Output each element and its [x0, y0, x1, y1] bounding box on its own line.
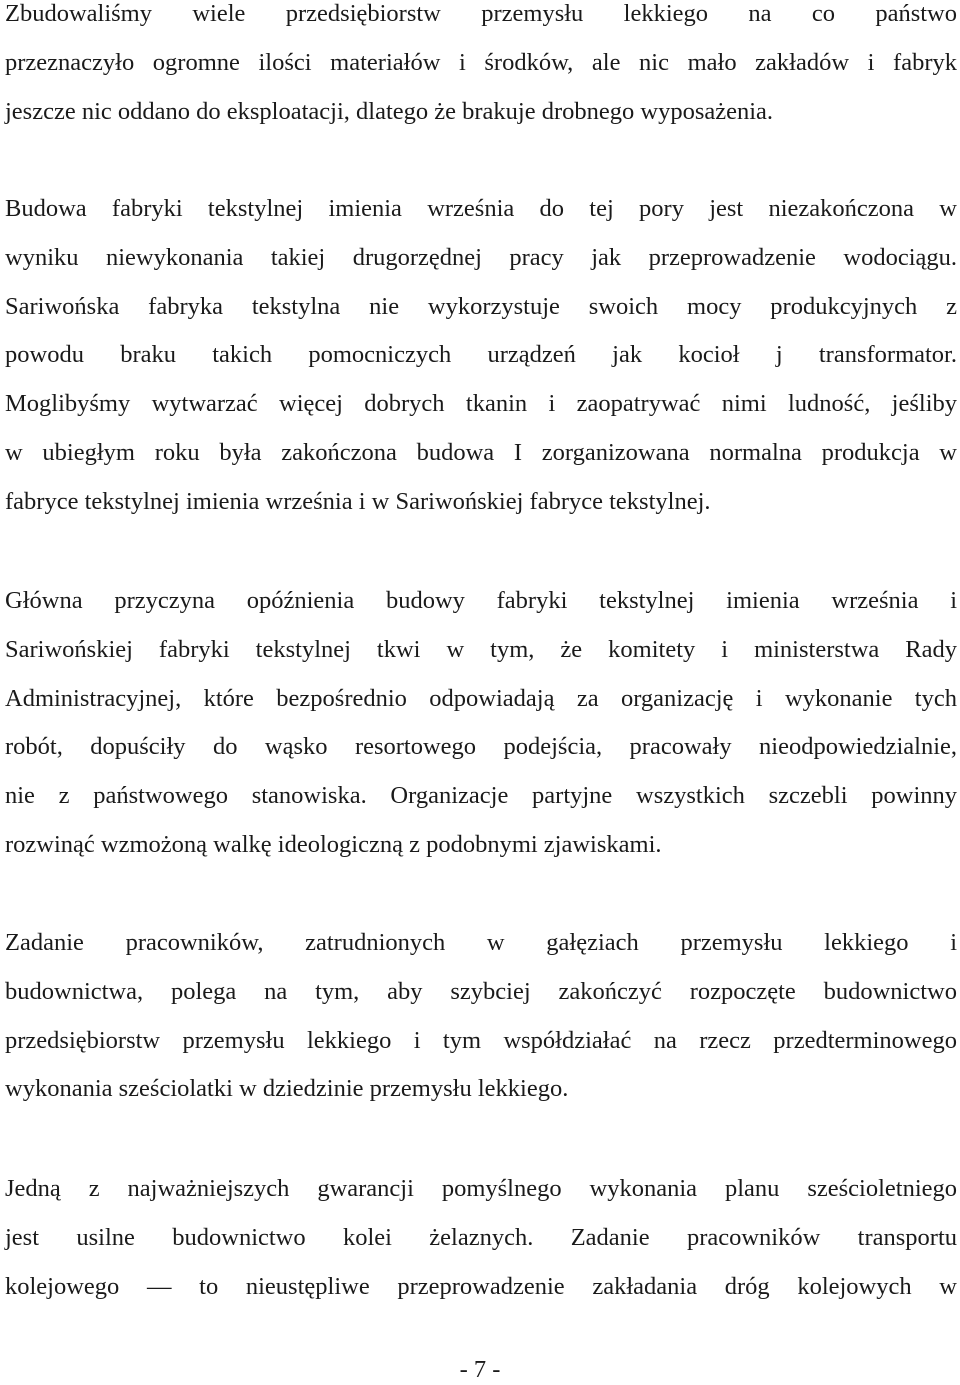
- page-number: - 7 -: [459, 1356, 501, 1383]
- text-line: wykonania sześciolatki w dziedzinie przemysłu lekkiego.: [5, 1075, 569, 1103]
- text-line: Budowa fabryki tekstylnej imienia września do tej pory jest niezakończona w: [5, 195, 957, 222]
- text-line: Główna przyczyna opóźnienia budowy fabryki tekstylnej imienia września i: [5, 587, 957, 614]
- text-line: powodu braku takich pomocniczych urządzeń jak kocioł j transformator.: [5, 341, 957, 369]
- text-line: jeszcze nic oddano do eksploatacji, dlatego że brakuje drobnego wyposażenia.: [5, 97, 774, 125]
- text-line: Sariwońska fabryka tekstylna nie wykorzystuje swoich mocy produkcyjnych z: [5, 292, 957, 320]
- text-line: budownictwa, polega na tym, aby szybciej zakończyć rozpoczęte budownictwo: [5, 977, 957, 1005]
- text-line: Administracyjnej, które bezpośrednio odpowiadają za organizację i wykonanie tych: [5, 684, 957, 712]
- text-line: przedsiębiorstw przemysłu lekkiego i tym współdziałać na rzecz przedterminowego: [5, 1026, 957, 1054]
- text-line: kolejowego — to nieustępliwe przeprowadzenie zakładania dróg kolejowych w: [5, 1272, 957, 1300]
- text-line: robót, dopuściły do wąsko resortowego podejścia, pracowały nieodpowiedzialnie,: [5, 733, 957, 761]
- text-line: przeznaczyło ogromne ilości materiałów i środków, ale nic mało zakładów i fabryk: [5, 48, 957, 76]
- text-line: Zbudowaliśmy wiele przedsiębiorstw przemysłu lekkiego na co państwo: [5, 0, 957, 27]
- paragraph-3: [5, 577, 957, 870]
- text-line: wyniku niewykonania takiej drugorzędnej pracy jak przeprowadzenie wodociągu.: [5, 243, 957, 271]
- paragraph-1: [5, 0, 957, 136]
- text-line: Moglibyśmy wytwarzać więcej dobrych tkanin i zaopatrywać nimi ludność, jeśliby: [5, 390, 957, 418]
- paragraph-5: [5, 1165, 957, 1311]
- text-line: rozwinąć wzmożoną walkę ideologiczną z podobnymi zjawiskami.: [5, 830, 662, 858]
- text-line: w ubiegłym roku była zakończona budowa I zorganizowana normalna produkcja w: [5, 438, 957, 466]
- paragraph-4: [5, 919, 957, 1114]
- text-line: Jedną z najważniejszych gwarancji pomyślnego wykonania planu sześcioletniego: [5, 1175, 957, 1202]
- text-line: Sariwońskiej fabryki tekstylnej tkwi w tym, że komitety i ministerstwa Rady: [5, 635, 957, 663]
- paragraph-2: [5, 185, 957, 527]
- text-line: jest usilne budownictwo kolei żelaznych. Zadanie pracowników transportu: [5, 1223, 957, 1251]
- text-line: nie z państwowego stanowiska. Organizacje partyjne wszystkich szczebli powinny: [5, 782, 957, 810]
- text-line: Zadanie pracowników, zatrudnionych w gałęziach przemysłu lekkiego i: [5, 929, 957, 956]
- text-line: fabryce tekstylnej imienia września i w Sariwońskiej fabryce tekstylnej.: [5, 487, 711, 515]
